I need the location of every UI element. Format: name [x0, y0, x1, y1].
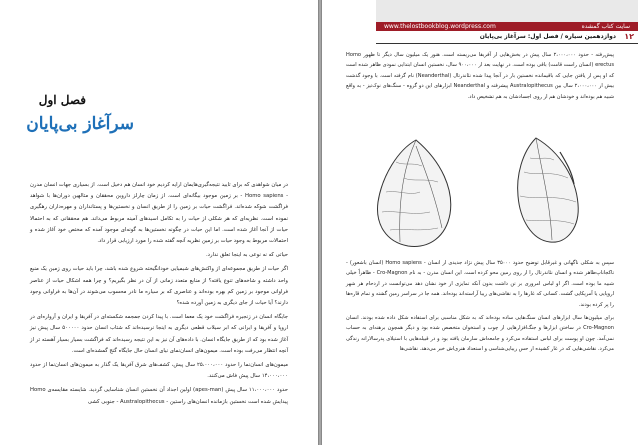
paragraph: پیش‌رفته - حدود ۲،۰۰۰،۰۰۰ سال پیش در بخش‌هایی از آفریقا می‌زیسته است. هنوز یک میلیون سال دیگر تا ظهور Homo erectus (انسان راست قامت) باقی بوده است. در نهایت بعد از ۹۰۰،۰۰۰ سال، نخستین انسان ابتدایی نمودی ظاهر شده است که او پس از یافتن جایی که باقیمانده نخستین بار در آنجا پیدا شده نئاندرتال (Neanderthal) نام گرفته است. با وجود گذشت بیش از ۲،۰۰۰،۰۰۰ سال بین Australopithecus پیشرفته و Neanderthal ابزارهای این دو گروه - سنگ‌های نوک‌تیز - به واقع شبیه هم بوده‌اند و خودشان هم از روی اجسادشان به هم تشخیص داد. [346, 52, 615, 100]
site-name: سایت کتاب گمشده [581, 23, 630, 30]
right-body-top [346, 50, 614, 105]
paragraph: حیاتی که نه نوعی به اینجا تعلق ندارد. [205, 252, 288, 259]
paragraph: حدود ۱۱،۰۰۰،۰۰۰ سال پیش (apes-man) اولین اجداد آن نخستین انسان شناسایی گردید. شایسته مقایسه‌ی Homo پیدایش شده است نخستین بازمانده انسان‌های راستین - Australopithecus - جنوبی کشی [30, 387, 288, 405]
paragraph: اگر حیات از طریق مجموعه‌ای از واکنش‌های شیمیایی خودانگیخته شروع شده باشد، چرا باید حیات روی زمین یک منبع واحد داشته و شاخه‌های تنوع یافته؟ از منابع متعدد زمانی از آن در نظر بگیریم؟ و چرا همه اشکال حیات از عناصر فراوانی موجود بر زمین کم بهره بوده‌اند و عناصری که بر سیاره ما نادر محسوب می‌شوند در آن‌ها به فراوانی وجود دارند؟ آیا حیات از جای دیگری به زمین آورده شده؟ [30, 266, 288, 307]
chapter-label: فصل اول [38, 93, 86, 107]
site-url-link[interactable]: www.thelostbookblog.wordpress.com [384, 23, 496, 30]
right-page [322, 0, 638, 445]
paragraph: جایگاه انسان در زنجیره فراگشت خود یک معما است. با پیدا کردن جمجمه شکسته‌ای در آفریقا و ایران و آرواره‌ای در اروپا و آفریقا و ایرانی که ابر سیلاب قطعی دیگری به اینجا نرسیده‌اند که شتاب انسان حدود ۵۰۰۰۰۰ سال پیش نیز آغاز شده بود که از طریق جایگاه انسان. با داده‌های آن نیز به این نتیجه رسیده‌اند که فراگشت بسیار بسیار آهسته تر از آنچه انتظار می‌رفت بوده است. میمون‌های انسان‌نمای نیای انسان حال جایگاه گنج گمشده‌ای است. [30, 314, 288, 354]
site-banner[interactable] [376, 22, 638, 31]
hand-axe-right [518, 138, 579, 242]
right-body-bottom [346, 258, 614, 358]
stone-axes-illustration [346, 132, 614, 250]
paragraph: در میان شواهدی که برای تایید نتیجه‌گیری‌هایمان ارایه کردیم خود انسان هم دخیل است. از بسیاری جهات انسان مدرن - Homo sapiens - بر زمین موجود بیگانه‌ای است. از زمان چارلز داروین محققان و متالهین دوران‌ها با شواهد فراگشت شوکه شده‌اند. فراگشت حیات بر زمین را از طریق انسان و نخستین‌ها و پستانداران و مهره‌داران رهگیری نموده است. نظریه‌ای که هر شکلی از حیات را به تکامل اسیدهای آمینه مربوط می‌داند. هم محققانی که به احتمالا حیات از آنجا آغاز شده است. اما این حیات در چگونه نخستین‌ها به گونه‌ای موجود آمده که مختص خود آغاز شده و احتمالات مربوط به وجود حیات بر زمین نظریه آنچه گفته شده را مورد ارزیابی قرار داد. [30, 182, 288, 245]
header-band [376, 0, 638, 22]
running-head-text: دوازدهمین سیاره / فصل اول: سرآغاز بی‌پایان [479, 33, 616, 40]
left-body-text [30, 180, 288, 411]
paragraph: سپس به شکلی ناگهانی و غیرقابل توضیح حدود ۳۵۰۰۰ سال پیش نژاد جدیدی از انسان - Homo sapiens (انسان باشعور) - تاکجا‌ناپ‌ظاهر شده و انسان نئاندرتال را از روی زمین محو کرده است. این انسان مدرن - به نام Cro-Magnon - ظاهراً خیلی شبیه ما بوده است. اگر او لباس امروزی بر تن داشت بدون آنکه تمایزی از خود نشان دهد می‌توانست در ازدحام هر شهر اروپایی یا آمریکایی گشت. کسانی که غارها را به نقاشی‌های زیبا آراسته‌اند بوده‌اند. همه جا در سراسر زمین گشته و تمام قاره‌ها را پر کرده بودند. [346, 260, 614, 308]
page-number: ۱۲ [624, 32, 634, 41]
left-page [0, 0, 318, 445]
stone-axes-figure [346, 132, 614, 250]
running-head [376, 31, 638, 44]
paragraph: برای میلیون‌ها سال ابزارهای انسان سنگ‌هایی ساده بوده‌اند که به شکل مناسبی برای استفاده شکل داده شده بودند. انسان Cro-Magnon در ساختن ابزارها و جنگ‌افزارهایی از چوب و استخوان متخصص شده بود و دیگر همچون برهنه‌ای به حساب نمی‌آمد. چون او پوست برای لباس استفاده می‌کرد و جامعه‌اش سازمان یافته بود و در قبیله‌هایی با استیلای پدرسالارانه زندگی می‌کرد. نقاشی‌هایی که در غار کشیده از حس زیبایی‌شناسی و استعداد هنری‌اش خبر می‌دهد. نقاشی‌ها [346, 315, 614, 353]
paragraph: میمون‌های انسان‌نما را حدود ۲۵،۰۰۰،۰۰۰ سال پیش، کشف‌های شرق آفریقا یک گذار به میمون‌های انسان‌نما از حدود ۱۴،۰۰۰،۰۰۰ سال پیش فاش می‌کنند. [30, 362, 289, 380]
chapter-title: سرآغاز بی‌پایان [26, 114, 134, 134]
hand-axe-left [378, 140, 451, 246]
